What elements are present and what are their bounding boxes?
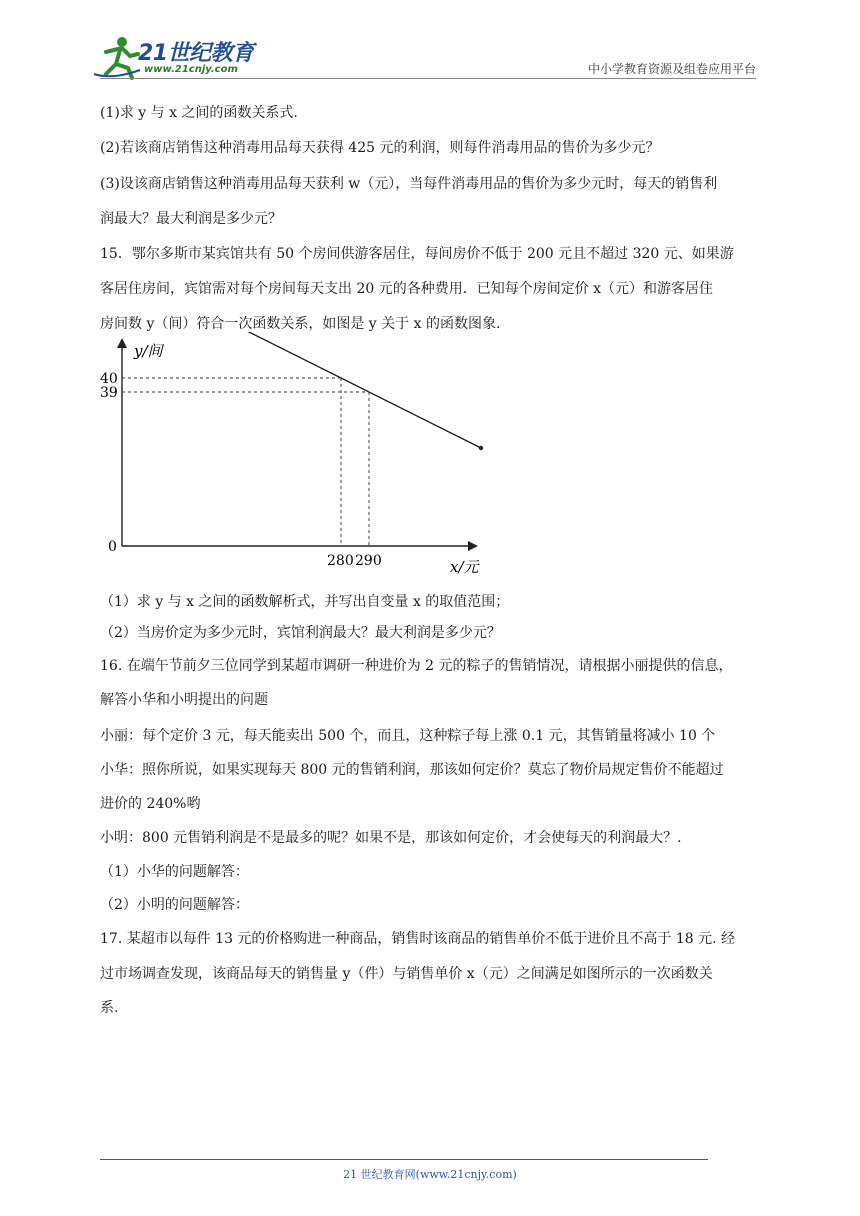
x-tick-label: 290 [355, 553, 382, 569]
function-line [173, 332, 481, 448]
line-endpoint [479, 446, 483, 450]
logo-url: www.21cnjy.com [144, 64, 238, 75]
dialog-xiaoming: 小明：800 元售销利润是不是最多的呢？如果不是，那该如何定价，才会使每天的利润最大？. [100, 830, 682, 846]
problem-16-sub1: （1）小华的问题解答： [100, 864, 249, 880]
question-line: 润最大？最大利润是多少元？ [100, 211, 282, 227]
function-graph [100, 332, 500, 582]
logo-text: 21世纪教育 [138, 41, 254, 66]
dialog-xiaohua: 进价的 240%哟 [100, 796, 201, 812]
problem-17-text: 系. [100, 1000, 119, 1016]
problem-17-text: 过市场调查发现，该商品每天的销售量 y（件）与销售单价 x（元）之间满足如图所示的一次函数关 [100, 966, 713, 982]
question-line: (1)求 y 与 x 之间的函数关系式. [100, 105, 298, 121]
x-axis [122, 541, 478, 551]
question-line: (2)若该商店销售这种消毒用品每天获得 425 元的利润，则每件消毒用品的售价为多少元？ [100, 140, 660, 156]
footer-text[interactable]: 21 世纪教育网(www.21cnjy.com) [343, 1168, 517, 1181]
problem-15-text: 15．鄂尔多斯市某宾馆共有 50 个房间供游客居住，每间房价不低于 200 元且不超过 320 元、如果游 [100, 246, 734, 262]
problem-15-sub2: （2）当房价定为多少元时，宾馆利润最大？最大利润是多少元？ [100, 625, 501, 641]
site-logo[interactable] [92, 34, 262, 80]
problem-17-text: 17. 某超市以每件 13 元的价格购进一种商品，销售时该商品的销售单价不低于进价且不高于 18 元. 经 [100, 931, 736, 947]
y-axis [117, 338, 127, 546]
problem-16-text: 16. 在端午节前夕三位同学到某超市调研一种进价为 2 元的粽子的售销情况，请根据小丽提供的信息， [100, 658, 733, 674]
x-axis-label: x/元 [450, 558, 479, 576]
problem-15-sub1: （1）求 y 与 x 之间的函数解析式，并写出自变量 x 的取值范围； [100, 594, 510, 610]
runner-icon [92, 34, 142, 80]
question-line: (3)设该商店销售这种消毒用品每天获利 w（元），当每件消毒用品的售价为多少元时，每天的销售利 [100, 176, 718, 192]
header-divider [100, 78, 756, 79]
footer-divider [100, 1159, 708, 1160]
problem-15-text: 客居住房间，宾馆需对每个房间每天支出 20 元的各种费用．已知每个房间定价 x（元）和游客居住 [100, 281, 714, 297]
y-tick-label: 39 [100, 385, 118, 401]
y-axis-label: y/间 [134, 342, 163, 360]
dialog-xiaoli: 小丽：每个定价 3 元，每天能卖出 500 个，而且，这种粽子每上涨 0.1 元，其售销量将减小 10 个 [100, 728, 716, 744]
platform-name: 中小学教育资源及组卷应用平台 [587, 62, 756, 76]
y-axis-arrow-icon [117, 338, 127, 348]
problem-15-text: 房间数 y（间）符合一次函数关系，如图是 y 关于 x 的函数图象. [100, 316, 501, 332]
problem-16-text: 解答小华和小明提出的问题 [100, 692, 268, 708]
origin-label: 0 [108, 539, 117, 555]
y-tick-label: 40 [100, 371, 118, 387]
page-header [0, 0, 860, 90]
problem-16-sub2: （2）小明的问题解答： [100, 897, 249, 913]
x-axis-arrow-icon [468, 541, 478, 551]
dialog-xiaohua: 小华：照你所说，如果实现每天 800 元的售销利润，那该如何定价？莫忘了物价局规定售价不能超过 [100, 762, 724, 778]
x-tick-label: 280 [327, 553, 354, 569]
